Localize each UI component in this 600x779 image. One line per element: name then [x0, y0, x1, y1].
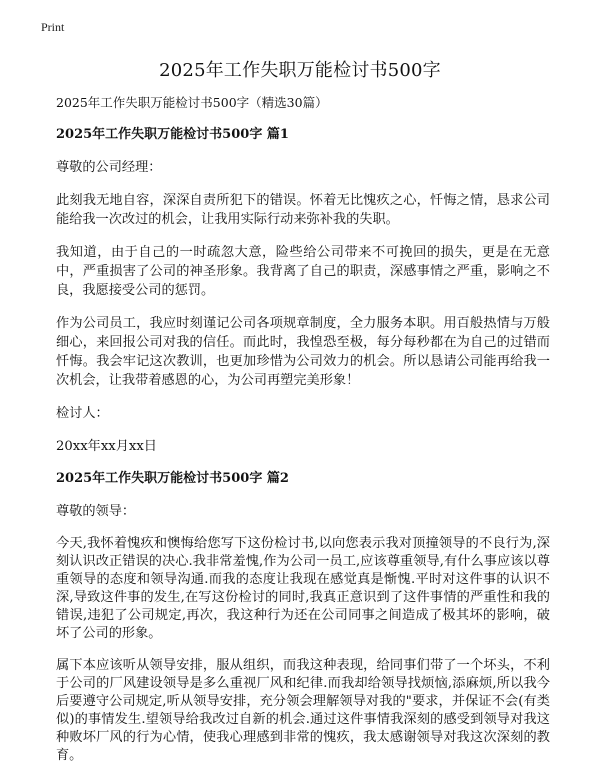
- section-2: [56, 470, 550, 765]
- document-title: 2025年工作失职万能检讨书500字: [159, 60, 441, 81]
- document-body: [56, 94, 550, 779]
- section-heading: 2025年工作失职万能检讨书500字 篇1: [56, 127, 289, 142]
- document-subtitle: 2025年工作失职万能检讨书500字（精选30篇）: [56, 95, 328, 110]
- paragraph: 今天,我怀着愧疚和懊悔给您写下这份检讨书,以向您表示我对顶撞领导的不良行为,深刻认识改正错误的决心.我非常羞愧,作为公司一员工,应该尊重领导,有什么事应该以尊重领导的态度和领导沟通.而我的态度让我现在感觉真是惭愧.平时对这件事的认识不深,导致这件事的发生,在写这份检讨的同时,我真正意识到了这件事情的严重性和我的错误,违犯了公司规定,再次，我这种行为还在公司同事之间造成了极其坏的影响，破坏了公司的形象。: [56, 536, 550, 641]
- paragraph: 我知道，由于自己的一时疏忽大意，险些给公司带来不可挽回的损失，更是在无意中，严重损害了公司的神圣形象。我背离了自己的职责，深感事情之严重，影响之不良，我愿接受公司的惩罚。: [56, 245, 550, 298]
- paragraph: 属下本应该听从领导安排，服从组织，而我这种表现，给同事们带了一个坏头，不利于公司的厂风建设领导是多么重视厂风和纪律.而我却给领导找烦恼,添麻烦,所以我今后要遵守公司规定,听从领导安排，充分领会理解领导对我的"要求，并保证不会(有类似)的事情发生.望领导给我改过自新的机会.通过这件事情我深刻的感受到领导对我这种败坏厂风的行为心情，使我心理感到非常的愧疚，我太感谢领导对我这次深刻的教育。: [56, 658, 550, 763]
- paragraph: 作为公司员工，我应时刻谨记公司各项规章制度，全力服务本职。用百般热情与万般细心，来回报公司对我的信任。而此时，我惶恐至极，每分每秒都在为自己的过错而忏悔。我会牢记这次教训，也更加珍惜为公司效力的机会。所以恳请公司能再给我一次机会，让我带着感恩的心，为公司再塑完美形象！: [56, 316, 550, 388]
- paragraph: 此刻我无地自容，深深自责所犯下的错误。怀着无比愧疚之心，忏悔之情，恳求公司能给我一次改过的机会，让我用实际行动来弥补我的失职。: [56, 193, 550, 227]
- print-link[interactable]: Print: [41, 20, 65, 34]
- date: 20xx年xx月xx日: [56, 439, 157, 454]
- salutation: 尊敬的领导：: [56, 504, 136, 519]
- section-1: [56, 126, 550, 456]
- signoff: 检讨人：: [56, 406, 109, 421]
- section-heading: 2025年工作失职万能检讨书500字 篇2: [56, 471, 289, 486]
- salutation: 尊敬的公司经理：: [56, 160, 162, 175]
